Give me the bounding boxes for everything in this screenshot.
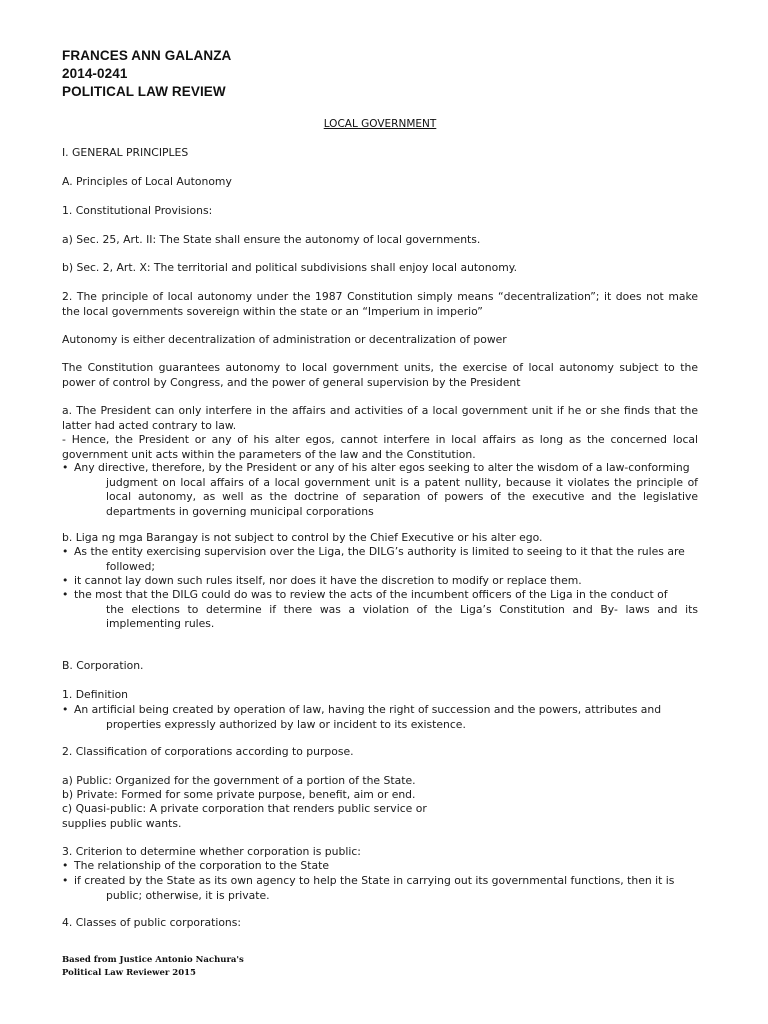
paragraph: supplies public wants. bbox=[62, 817, 182, 830]
footer-source: Based from Justice Antonio Nachura's bbox=[62, 955, 244, 965]
section-heading: I. GENERAL PRINCIPLES bbox=[62, 146, 189, 159]
paragraph: b) Private: Formed for some private purpose, benefit, aim or end. bbox=[62, 788, 416, 801]
list-item: • the most that the DILG could do was to review the acts of the incumbent officers of the Liga in the conduct of the elections to determine if there was a violation of the Liga’s Constitution and By- laws and its implementing rules. bbox=[62, 588, 698, 630]
id-number: 2014-0241 bbox=[62, 66, 128, 81]
item-heading: 3. Criterion to determine whether corporation is public: bbox=[62, 845, 361, 858]
course-title: POLITICAL LAW REVIEW bbox=[62, 84, 226, 99]
paragraph: The Constitution guarantees autonomy to local government units, the exercise of local autonomy subject to the power of control by Congress, and the power of general supervision by the President bbox=[62, 361, 698, 389]
list-item: • if created by the State as its own agency to help the State in carrying out its governmental functions, then it is public; otherwise, it is private. bbox=[62, 874, 675, 902]
document-page bbox=[62, 0, 698, 1024]
bullet-icon: • bbox=[62, 859, 69, 872]
item-heading: 1. Definition bbox=[62, 688, 129, 701]
item-heading: 1. Constitutional Provisions: bbox=[62, 204, 213, 217]
bullet-icon: • bbox=[62, 545, 69, 558]
paragraph: 2. The principle of local autonomy under the 1987 Constitution simply means “decentralization”; it does not make the local governments sovereign within the state or an “Imperium in imperio” bbox=[62, 290, 698, 318]
paragraph: b. Liga ng mga Barangay is not subject to control by the Chief Executive or his alter ego. bbox=[62, 531, 543, 544]
paragraph: b) Sec. 2, Art. X: The territorial and political subdivisions shall enjoy local autonomy. bbox=[62, 261, 517, 274]
bullet-icon: • bbox=[62, 461, 69, 474]
bullet-icon: • bbox=[62, 588, 69, 601]
paragraph: a) Sec. 25, Art. II: The State shall ensure the autonomy of local governments. bbox=[62, 233, 481, 246]
subsection-heading: B. Corporation. bbox=[62, 659, 144, 672]
list-item: • The relationship of the corporation to the State bbox=[62, 859, 330, 872]
paragraph: Autonomy is either decentralization of administration or decentralization of power bbox=[62, 333, 507, 346]
list-item: • An artificial being created by operation of law, having the right of succession and the powers, attributes and properties expressly authorized by law or incident to its existence. bbox=[62, 703, 662, 731]
paragraph: c) Quasi-public: A private corporation that renders public service or bbox=[62, 802, 427, 815]
paragraph: - Hence, the President or any of his alter egos, cannot interfere in local affairs as long as the concerned local government unit acts within the parameters of the law and the Constitution. bbox=[62, 433, 698, 461]
bullet-icon: • bbox=[62, 574, 69, 587]
paragraph: a) Public: Organized for the government of a portion of the State. bbox=[62, 774, 416, 787]
subsection-heading: A. Principles of Local Autonomy bbox=[62, 175, 232, 188]
document-title: LOCAL GOVERNMENT bbox=[323, 118, 437, 130]
author-name: FRANCES ANN GALANZA bbox=[62, 48, 232, 63]
footer-source-cutoff: Political Law Reviewer 2015 bbox=[62, 968, 196, 976]
bullet-icon: • bbox=[62, 874, 69, 887]
list-item: • Any directive, therefore, by the President or any of his alter egos seeking to alter the wisdom of a law-conforming judgment on local affairs of a local government unit is a patent nullity, because it violates the principle of local autonomy, as well as the doctrine of separation of powers of the executive and the legislative departments in governing municipal corporations bbox=[62, 461, 698, 518]
list-item: • it cannot lay down such rules itself, nor does it have the discretion to modify or replace them. bbox=[62, 574, 582, 587]
item-heading: 2. Classification of corporations according to purpose. bbox=[62, 745, 354, 758]
item-heading: 4. Classes of public corporations: bbox=[62, 916, 242, 929]
bullet-icon: • bbox=[62, 703, 69, 716]
paragraph: a. The President can only interfere in the affairs and activities of a local government unit if he or she finds that the latter had acted contrary to law. bbox=[62, 404, 698, 432]
list-item: • As the entity exercising supervision over the Liga, the DILG’s authority is limited to seeing to it that the rules are followed; bbox=[62, 545, 685, 573]
